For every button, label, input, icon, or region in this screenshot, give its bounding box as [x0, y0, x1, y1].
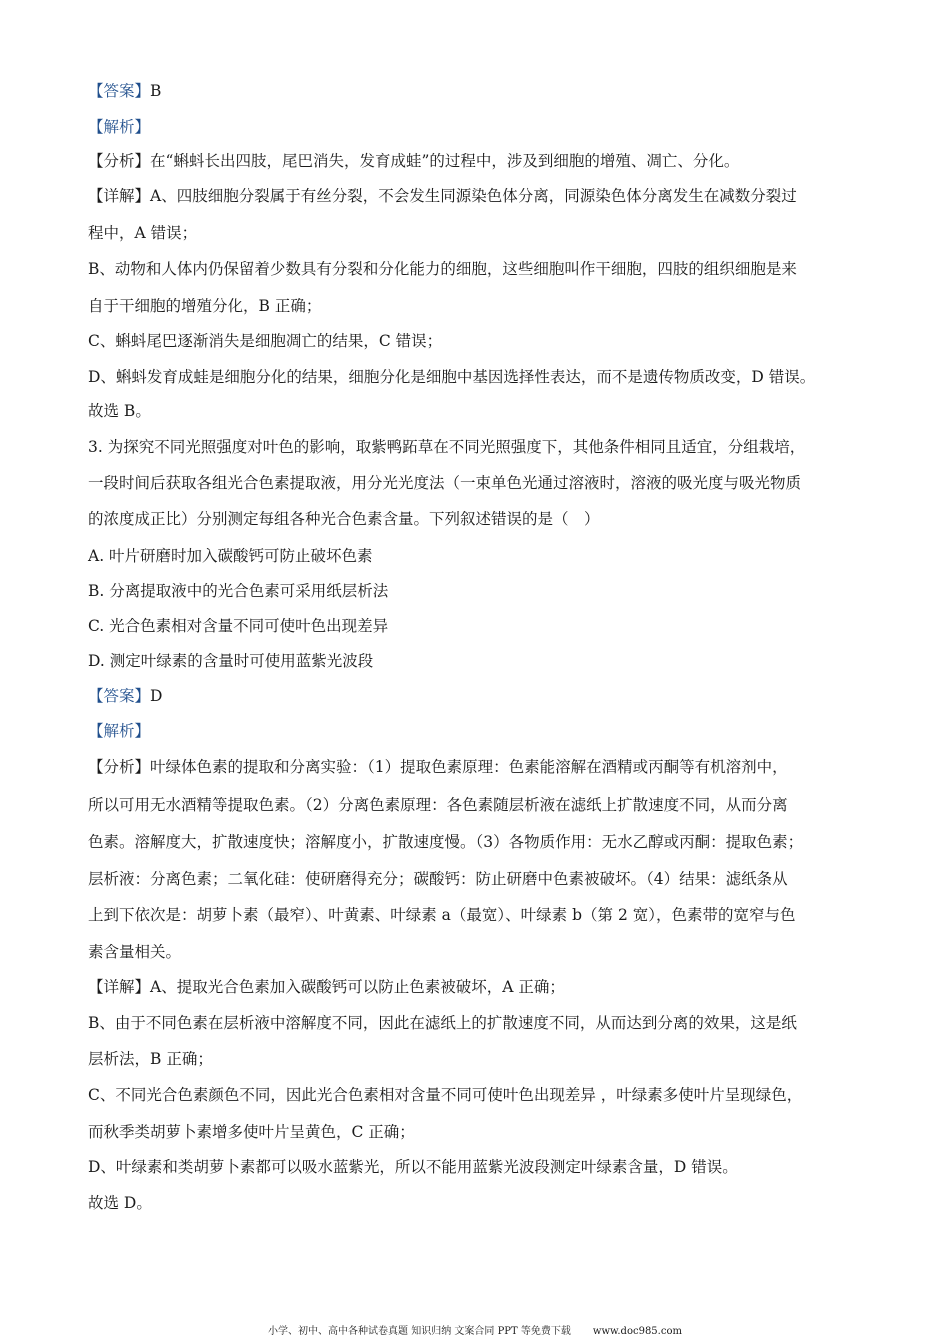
- fenxi-tag: 【分析】: [88, 152, 151, 170]
- q3-fenxi-line: 【分析】叶绿体色素的提取和分离实验：（1）提取色素原理：色素能溶解在酒精或丙酮等有机溶剂中，: [88, 758, 788, 776]
- q3-detail-line: B、由于不同色素在层析液中溶解度不同，因此在滤纸上的扩散速度不同，从而达到分离的效果，这是纸: [88, 1014, 797, 1032]
- fenxi-tag: 【分析】: [88, 758, 151, 776]
- q3-stem-line: 3. 为探究不同光照强度对叶色的影响，取紫鸭跖草在不同光照强度下，其他条件相同且适宜，分组栽培，: [88, 438, 806, 456]
- detail-tag: 【详解】: [88, 978, 151, 996]
- q2-detail-line: B、动物和人体内仍保留着少数具有分裂和分化能力的细胞，这些细胞叫作干细胞，四肢的组织细胞是来: [88, 260, 797, 278]
- q2-detail-line: 自于干细胞的增殖分化，B 正确；: [88, 297, 322, 315]
- q3-fenxi-line: 色素。溶解度大，扩散速度快；溶解度小，扩散速度慢。（3）各物质作用：无水乙醇或丙酮：提取色素；: [88, 833, 804, 851]
- q2-analysis-heading: 【解析】: [88, 118, 151, 136]
- footer-site-link[interactable]: www.doc985.com: [592, 1326, 682, 1337]
- q2-conclusion: 故选 B。: [88, 402, 151, 420]
- q2-answer: [88, 80, 868, 102]
- q3-detail-line: 【详解】A、提取光合色素加入碳酸钙可以防止色素被破坏，A 正确；: [88, 978, 565, 996]
- q3-option-b: B. 分离提取液中的光合色素可采用纸层析法: [88, 582, 389, 600]
- q2-detail-line: D、蝌蚪发育成蛙是细胞分化的结果，细胞分化是细胞中基因选择性表达，而不是遗传物质改变，D 错误。: [88, 368, 816, 386]
- q3-option-c: C. 光合色素相对含量不同可使叶色出现差异: [88, 617, 389, 635]
- answer-tag: 【答案】: [88, 687, 151, 705]
- q3-detail-line: D、叶绿素和类胡萝卜素都可以吸水蓝紫光，所以不能用蓝紫光波段测定叶绿素含量，D 错误。: [88, 1158, 738, 1176]
- q3-option-d: D. 测定叶绿素的含量时可使用蓝紫光波段: [88, 652, 374, 670]
- q3-detail-line: 层析法，B 正确；: [88, 1050, 213, 1068]
- q3-fenxi-line: 所以可用无水酒精等提取色素。（2）分离色素原理：各色素随层析液在滤纸上扩散速度不同，从而分离: [88, 796, 788, 814]
- answer-value: D: [150, 687, 163, 705]
- footer-text: 小学、初中、高中各种试卷真题 知识归纳 文案合同 PPT 等免费下载: [268, 1326, 571, 1337]
- q2-fenxi: 【分析】在“蝌蚪长出四肢，尾巴消失，发育成蛙”的过程中，涉及到细胞的增殖、凋亡、分化。: [88, 152, 740, 170]
- q2-detail-line: 【详解】A、四肢细胞分裂属于有丝分裂，不会发生同源染色体分离，同源染色体分离发生在减数分裂过: [88, 187, 797, 205]
- q3-conclusion: 故选 D。: [88, 1194, 152, 1212]
- q3-fenxi-line: 素含量相关。: [88, 943, 182, 961]
- page-footer: [0, 1322, 950, 1342]
- q3-detail-line: 而秋季类胡萝卜素增多使叶片呈黄色，C 正确；: [88, 1123, 415, 1141]
- q3-stem-line: 的浓度成正比）分别测定每组各种光合色素含量。下列叙述错误的是（ ）: [88, 510, 600, 528]
- answer-tag: 【答案】: [88, 82, 151, 100]
- q3-detail-line: C、不同光合色素颜色不同，因此光合色素相对含量不同可使叶色出现差异 ，叶绿素多使叶片呈现绿色，: [88, 1086, 803, 1104]
- q3-fenxi-line: 上到下依次是：胡萝卜素（最窄）、叶黄素、叶绿素 a（最宽）、叶绿素 b（第 2 宽），色素带的宽窄与色: [88, 906, 796, 924]
- answer-value: B: [150, 82, 162, 100]
- detail-tag: 【详解】: [88, 187, 151, 205]
- q2-detail-line: 程中，A 错误；: [88, 224, 198, 242]
- q3-fenxi-line: 层析液：分离色素；二氧化硅：使研磨得充分；碳酸钙：防止研磨中色素被破坏。（4）结果：滤纸条从: [88, 870, 788, 888]
- q3-option-a: A. 叶片研磨时加入碳酸钙可防止破坏色素: [88, 547, 373, 565]
- q3-stem-line: 一段时间后获取各组光合色素提取液，用分光光度法（一束单色光通过溶液时，溶液的吸光度与吸光物质: [88, 474, 802, 492]
- q2-detail-line: C、蝌蚪尾巴逐渐消失是细胞凋亡的结果，C 错误；: [88, 332, 443, 350]
- q3-answer: [88, 685, 868, 707]
- q3-analysis-heading: 【解析】: [88, 722, 151, 740]
